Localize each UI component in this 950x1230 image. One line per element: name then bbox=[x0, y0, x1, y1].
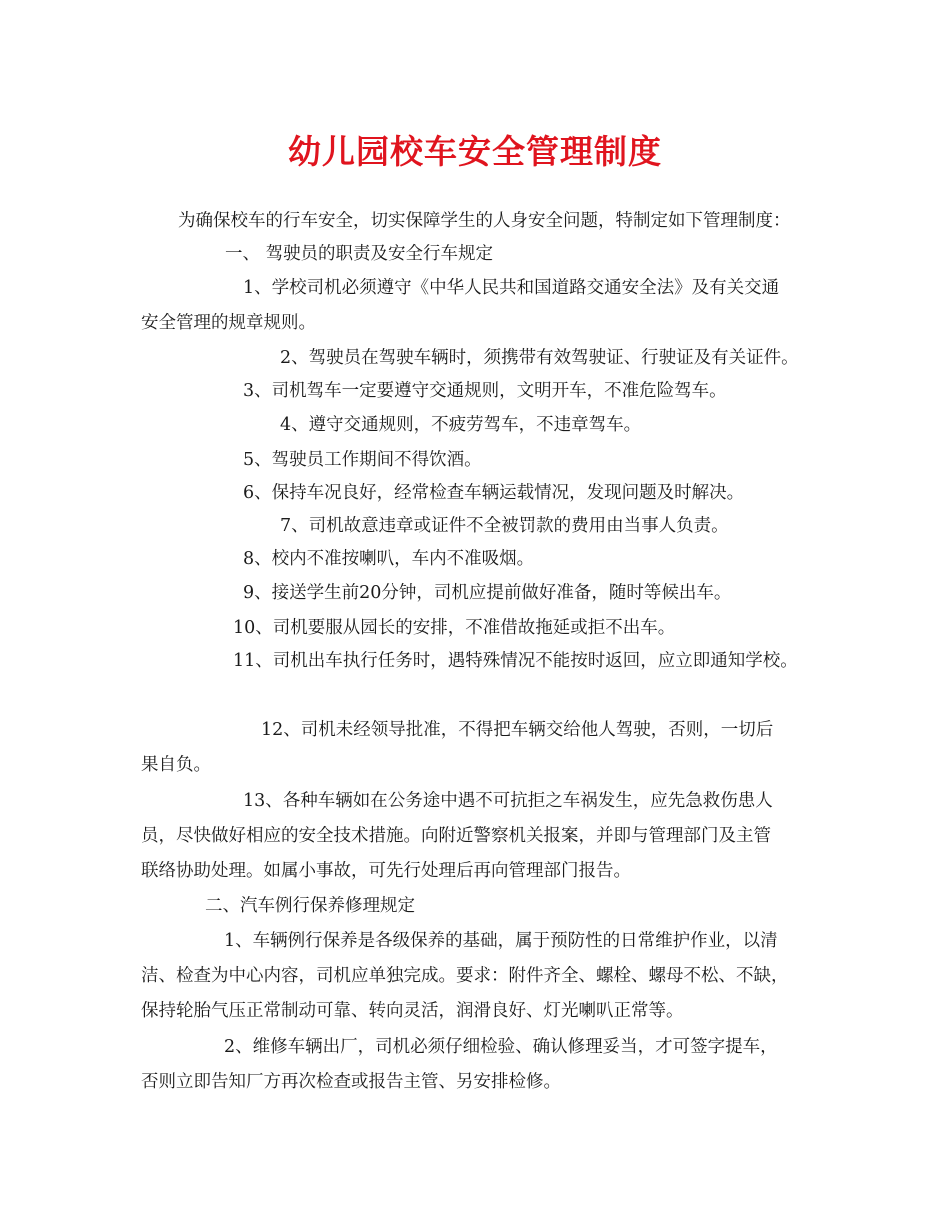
maintenance-1-line-2: 洁、检查为中心内容，司机应单独完成。要求：附件齐全、螺栓、螺母不松、不缺， bbox=[141, 966, 789, 986]
rule-8: 8、校内不准按喇叭，车内不准吸烟。 bbox=[243, 549, 535, 569]
maintenance-2-line-2: 否则立即告知厂方再次检查或报告主管、另安排检修。 bbox=[141, 1072, 561, 1092]
rule-13-line-2: 员，尽快做好相应的安全技术措施。向附近警察机关报案，并即与管理部门及主管 bbox=[141, 826, 771, 846]
maintenance-2-line-1: 2、维修车辆出厂，司机必须仔细检验、确认修理妥当，才可签字提车， bbox=[224, 1037, 778, 1057]
rule-1-line-1: 1、学校司机必须遵守《中华人民共和国道路交通安全法》及有关交通 bbox=[243, 278, 780, 298]
rule-12-line-2: 果自负。 bbox=[141, 755, 211, 775]
rule-3: 3、司机驾车一定要遵守交通规则，文明开车，不准危险驾车。 bbox=[243, 381, 727, 401]
rule-9: 9、接送学生前20分钟，司机应提前做好准备，随时等候出车。 bbox=[243, 583, 732, 603]
section-1-heading: 一、 驾驶员的职责及安全行车规定 bbox=[225, 244, 494, 264]
maintenance-1-line-3: 保持轮胎气压正常制动可靠、转向灵活，润滑良好、灯光喇叭正常等。 bbox=[141, 1001, 684, 1021]
document-title: 幼儿园校车安全管理制度 bbox=[288, 132, 662, 171]
intro-paragraph: 为确保校车的行车安全，切实保障学生的人身安全问题，特制定如下管理制度： bbox=[178, 211, 791, 231]
rule-2: 2、驾驶员在驾驶车辆时，须携带有效驾驶证、行驶证及有关证件。 bbox=[280, 348, 799, 368]
rule-6: 6、保持车况良好，经常检查车辆运载情况，发现问题及时解决。 bbox=[243, 483, 745, 503]
rule-11: 11、司机出车执行任务时，遇特殊情况不能按时返回，应立即通知学校。 bbox=[233, 651, 798, 671]
rule-5: 5、驾驶员工作期间不得饮酒。 bbox=[243, 450, 482, 470]
rule-1-line-2: 安全管理的规章规则。 bbox=[141, 313, 316, 333]
rule-13-line-1: 13、各种车辆如在公务途中遇不可抗拒之车祸发生，应先急救伤患人 bbox=[243, 791, 773, 811]
rule-10: 10、司机要服从园长的安排，不准借故拖延或拒不出车。 bbox=[233, 618, 676, 638]
rule-7: 7、司机故意违章或证件不全被罚款的费用由当事人负责。 bbox=[280, 516, 729, 536]
rule-13-line-3: 联络协助处理。如属小事故，可先行处理后再向管理部门报告。 bbox=[141, 861, 631, 881]
rule-4: 4、遵守交通规则，不疲劳驾车，不违章驾车。 bbox=[280, 415, 642, 435]
rule-12-line-1: 12、司机未经领导批准，不得把车辆交给他人驾驶，否则，一切后 bbox=[261, 720, 774, 740]
section-2-heading: 二、汽车例行保养修理规定 bbox=[205, 896, 415, 916]
maintenance-1-line-1: 1、车辆例行保养是各级保养的基础，属于预防性的日常维护作业，以清 bbox=[224, 931, 778, 951]
